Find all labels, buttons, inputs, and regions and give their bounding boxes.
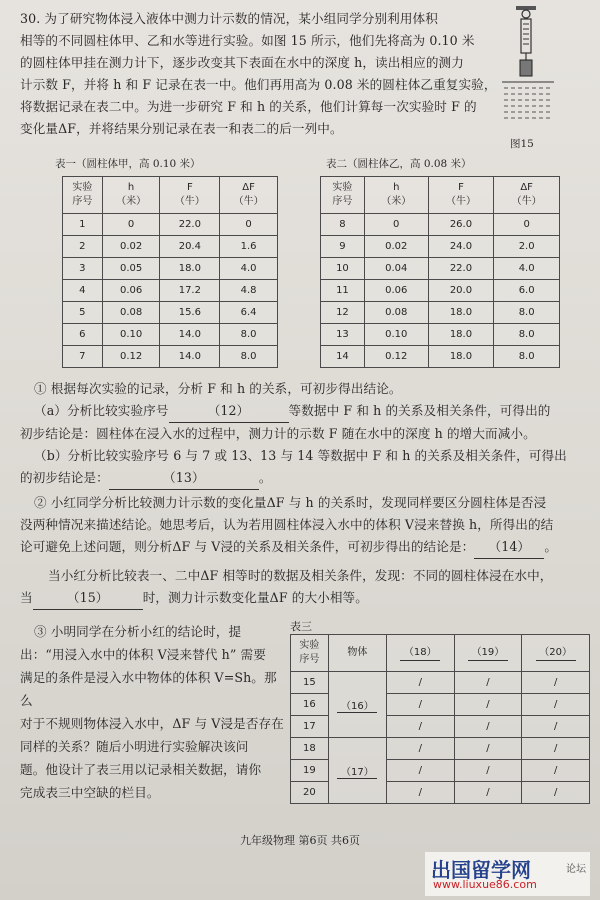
table-row	[291, 672, 590, 694]
table-cell: 18.0	[160, 258, 220, 280]
part1-b-line1: （b）分析比较实验序号 6 与 7 或 13、13 与 14 等数据中 F 和 h 的关系及相关条件，可得出	[34, 448, 567, 463]
table-cell: 1	[63, 214, 103, 236]
table-cell: 18.0	[428, 302, 494, 324]
table-cell: 4.8	[220, 280, 278, 302]
table-cell: 1.6	[220, 236, 278, 258]
table-cell: 0.05	[102, 258, 160, 280]
table-cell: 8.0	[220, 346, 278, 368]
part3-line1: ③ 小明同学在分析小红的结论时，提	[34, 624, 242, 639]
part2-line2: 没两种情况来描述结论。她思考后，认为若用圆柱体浸入水中的体积 V浸来替换 h，所得出的结	[20, 517, 554, 532]
table-row	[321, 258, 560, 280]
q30-line6: 变化量ΔF，并将结果分别记录在表一和表二的后一列中。	[20, 121, 343, 136]
table-cell: 0.10	[364, 324, 428, 346]
q30-line5: 将数据记录在表二中。为进一步研究 F 和 h 的关系，他们计算每一次实验时 F 的	[20, 99, 477, 114]
table-cell: 0.12	[102, 346, 160, 368]
table-cell: 0	[102, 214, 160, 236]
slash-cell: /	[522, 672, 590, 694]
table-cell: 20	[291, 782, 329, 804]
part3-line7: 完成表三中空缺的栏目。	[20, 785, 160, 800]
q30-line1: 30. 为了研究物体浸入液体中测力计示数的情况，某小组同学分别利用体积	[20, 11, 438, 26]
answer-blank-17[interactable]: （17）	[337, 763, 377, 779]
part2-line3	[20, 536, 590, 559]
table-cell: 0.02	[102, 236, 160, 258]
table-cell: 15.6	[160, 302, 220, 324]
table-cell: 22.0	[428, 258, 494, 280]
part3-line6: 题。他设计了表三用以记录相关数据，请你	[20, 762, 262, 777]
t3-header-seq: 实验 序号	[291, 635, 329, 672]
table-cell: 12	[321, 302, 365, 324]
table-cell: 3	[63, 258, 103, 280]
part2	[20, 492, 590, 610]
table-cell: 0.08	[102, 302, 160, 324]
t1-header-seq: 实验 序号	[63, 177, 103, 214]
q30-line2: 相等的不同圆柱体甲、乙和水等进行实验。如图 15 所示，他们先将高为 0.10 米	[20, 33, 475, 48]
table-cell: 14.0	[160, 346, 220, 368]
table-row	[321, 280, 560, 302]
part3-line5: 同样的关系？随后小明进行实验解决该问	[20, 739, 249, 754]
part2-line3-pre: 论可避免上述问题，则分析ΔF 与 V浸的关系及相关条件，可初步得出的结论是：	[20, 539, 475, 554]
part1-b-line2	[20, 467, 590, 490]
t2-header-f: F （牛）	[428, 177, 494, 214]
t2-header-seq: 实验 序号	[321, 177, 365, 214]
part2-line4: 当小红分析比较表一、二中ΔF 相等时的数据及相关条件，发现：不同的圆柱体浸在水中，	[48, 568, 553, 583]
table-cell: 0.06	[102, 280, 160, 302]
table-row	[63, 280, 278, 302]
t1-header-f: F （牛）	[160, 177, 220, 214]
part1-a-pre: （a）分析比较实验序号	[34, 403, 169, 418]
table-cell: 0.06	[364, 280, 428, 302]
t1-header-df: ΔF （牛）	[220, 177, 278, 214]
slash-cell: /	[386, 672, 454, 694]
answer-blank-15[interactable]: （15）	[33, 587, 143, 610]
table-cell: 19	[291, 760, 329, 782]
table-cell: 8.0	[220, 324, 278, 346]
answer-blank-14[interactable]: （14）	[474, 536, 544, 559]
table-cell: 17	[291, 716, 329, 738]
table-cell: 0.10	[102, 324, 160, 346]
table-row	[321, 324, 560, 346]
table-row	[321, 346, 560, 368]
table-row	[321, 236, 560, 258]
table-row	[63, 346, 278, 368]
part2-line5-pre: 当	[20, 590, 33, 605]
table-cell: 0	[494, 214, 560, 236]
watermark-logo-text: 出国留学网	[431, 858, 531, 882]
slash-cell: /	[454, 738, 522, 760]
part1	[20, 378, 590, 490]
page-footer: 九年级物理 第6页 共6页	[240, 834, 360, 847]
site-watermark	[425, 852, 590, 896]
table-cell: 0.08	[364, 302, 428, 324]
part1-intro: ① 根据每次实验的记录，分析 F 和 h 的关系，可初步得出结论。	[34, 381, 402, 396]
q30-line3: 的圆柱体甲挂在测力计下，逐步改变其下表面在水中的深度 h，读出相应的测力	[20, 55, 464, 70]
slash-cell: /	[522, 738, 590, 760]
t2-header-h: h （米）	[364, 177, 428, 214]
q30-intro	[20, 8, 498, 140]
table-row	[63, 258, 278, 280]
figure-caption: 图15	[510, 138, 534, 150]
table-cell: 18	[291, 738, 329, 760]
part3-line4: 对于不规则物体浸入水中，ΔF 与 V浸是否存在	[20, 716, 284, 731]
table-row	[321, 302, 560, 324]
table-cell: 6.0	[494, 280, 560, 302]
table-cell: 4.0	[494, 258, 560, 280]
part1-b-pre: 的初步结论是：	[20, 470, 109, 485]
part1-a-line1	[20, 400, 590, 423]
table-row	[291, 738, 590, 760]
part2-line1: ② 小红同学分析比较测力计示数的变化量ΔF 与 h 的关系时，发现同样要区分圆柱体是否浸	[34, 495, 547, 510]
table-cell: 18.0	[428, 324, 494, 346]
figure-15-spring-scale	[498, 4, 558, 134]
slash-cell: /	[454, 694, 522, 716]
table-row	[63, 236, 278, 258]
table-cell: 8.0	[494, 324, 560, 346]
watermark-url: www.liuxue86.com	[433, 878, 537, 891]
table-cell: 24.0	[428, 236, 494, 258]
table-cell: 4	[63, 280, 103, 302]
answer-blank-16[interactable]: （16）	[337, 697, 377, 713]
answer-blank-19[interactable]: （19）	[468, 646, 508, 661]
slash-cell: /	[522, 694, 590, 716]
table-cell: 10	[321, 258, 365, 280]
answer-blank-13[interactable]: （13）	[109, 467, 259, 490]
table-cell: 2	[63, 236, 103, 258]
table-cell: 0.04	[364, 258, 428, 280]
table-cell: 11	[321, 280, 365, 302]
t3-object-17	[328, 738, 386, 804]
slash-cell: /	[454, 760, 522, 782]
slash-cell: /	[386, 738, 454, 760]
table-cell: 15	[291, 672, 329, 694]
slash-cell: /	[454, 782, 522, 804]
slash-cell: /	[522, 760, 590, 782]
table-cell: 0.12	[364, 346, 428, 368]
table-cell: 7	[63, 346, 103, 368]
table1	[62, 176, 278, 368]
table-cell: 0	[220, 214, 278, 236]
part2-line5	[20, 587, 590, 610]
table-cell: 20.4	[160, 236, 220, 258]
table-cell: 0	[364, 214, 428, 236]
q30-line4: 计示数 F，并将 h 和 F 记录在表一中。他们再用高为 0.08 米的圆柱体乙重复实验，	[20, 77, 497, 92]
table-row	[63, 324, 278, 346]
period: 。	[544, 539, 558, 554]
table-cell: 14.0	[160, 324, 220, 346]
table-cell: 16	[291, 694, 329, 716]
table-cell: 6.4	[220, 302, 278, 324]
table-cell: 8.0	[494, 346, 560, 368]
table3-caption: 表三	[290, 620, 312, 633]
slash-cell: /	[522, 782, 590, 804]
table-cell: 2.0	[494, 236, 560, 258]
table2-caption: 表二（圆柱体乙，高 0.08 米）	[326, 158, 472, 170]
slash-cell: /	[454, 672, 522, 694]
table-cell: 5	[63, 302, 103, 324]
part1-a-post: 等数据中 F 和 h 的关系及相关条件，可得出的	[288, 403, 551, 418]
part3-line2: 出：“用浸入水中的体积 V浸来替代 h” 需要	[20, 647, 266, 662]
t3-header-20	[522, 635, 590, 672]
table-cell: 9	[321, 236, 365, 258]
answer-blank-20[interactable]: （20）	[536, 646, 576, 661]
table-cell: 22.0	[160, 214, 220, 236]
t3-header-18	[386, 635, 454, 672]
table-cell: 6	[63, 324, 103, 346]
slash-cell: /	[386, 782, 454, 804]
t3-header-object: 物体	[328, 635, 386, 672]
table1-caption: 表一（圆柱体甲，高 0.10 米）	[55, 158, 201, 170]
table-cell: 26.0	[428, 214, 494, 236]
table-cell: 4.0	[220, 258, 278, 280]
table-cell: 17.2	[160, 280, 220, 302]
table-cell: 0.02	[364, 236, 428, 258]
table-row	[321, 214, 560, 236]
part3-line3: 满足的条件是浸入水中物体的体积 V=Sh。那么	[20, 670, 277, 708]
slash-cell: /	[522, 716, 590, 738]
answer-blank-12[interactable]: （12）	[169, 400, 289, 423]
table-row	[63, 302, 278, 324]
table-row	[63, 214, 278, 236]
answer-blank-18[interactable]: （18）	[400, 646, 440, 661]
period: 。	[258, 470, 272, 485]
table-cell: 20.0	[428, 280, 494, 302]
table2	[320, 176, 560, 368]
slash-cell: /	[386, 694, 454, 716]
table-cell: 18.0	[428, 346, 494, 368]
part3	[20, 620, 288, 804]
table-cell: 14	[321, 346, 365, 368]
table-cell: 8.0	[494, 302, 560, 324]
t3-header-19	[454, 635, 522, 672]
table3	[290, 634, 590, 804]
slash-cell: /	[454, 716, 522, 738]
t2-header-df: ΔF （牛）	[494, 177, 560, 214]
part1-a-line2: 初步结论是：圆柱体在浸入水的过程中，测力计的示数 F 随在水中的深度 h 的增大而减小。	[20, 426, 536, 441]
part2-line5-post: 时，测力计示数变化量ΔF 的大小相等。	[142, 590, 368, 605]
table-cell: 8	[321, 214, 365, 236]
t1-header-h: h （米）	[102, 177, 160, 214]
slash-cell: /	[386, 760, 454, 782]
t3-object-16	[328, 672, 386, 738]
watermark-tail: 论坛	[566, 864, 586, 875]
slash-cell: /	[386, 716, 454, 738]
table-cell: 13	[321, 324, 365, 346]
